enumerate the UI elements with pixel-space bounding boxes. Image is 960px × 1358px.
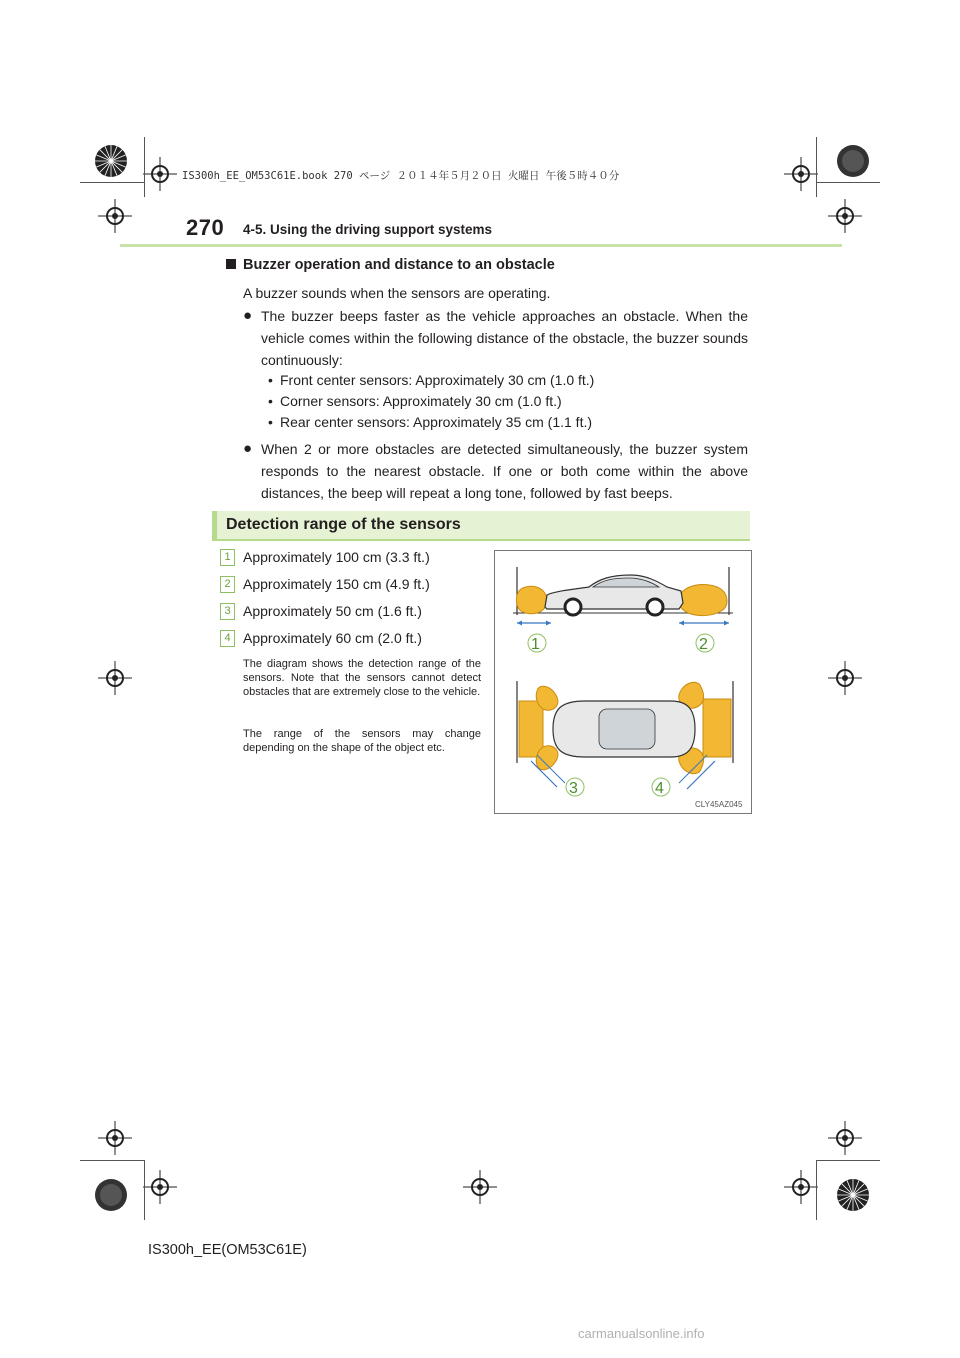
crop-line: [80, 182, 144, 183]
registration-sunburst-icon: [836, 1178, 870, 1212]
sub-item-text: Front center sensors: Approximately 30 cm (1.0 ft.): [280, 372, 595, 388]
crop-line: [816, 137, 817, 197]
section-rule: [212, 539, 750, 541]
crosshair-mark-icon: [98, 1121, 132, 1155]
sub-bullet-icon: •: [268, 414, 273, 430]
range-item: Approximately 150 cm (4.9 ft.): [243, 576, 430, 592]
diagram-label-1: 1: [531, 636, 540, 653]
page-number: 270: [186, 215, 225, 240]
bullet-item: [243, 438, 748, 504]
bullet-text: When 2 or more obstacles are detected simultaneously, the buzzer system responds to the nearest obstacle. If one or both come within the above distances, the beep will repeat a long tone, followed by fast beeps.: [261, 441, 748, 501]
crop-line: [816, 1160, 880, 1161]
crop-line: [816, 182, 880, 183]
front-center-sensor-range: [519, 701, 543, 757]
document-code: IS300h_EE(OM53C61E): [148, 1242, 307, 1258]
range-item: Approximately 60 cm (2.0 ft.): [243, 630, 422, 646]
registration-dot-icon: [836, 144, 870, 178]
diagram-note: The diagram shows the detection range of the sensors. Note that the sensors cannot detect obstacles that are extremely close to the vehicle.: [243, 658, 481, 698]
diagram-note: The range of the sensors may change depending on the shape of the object etc.: [243, 728, 481, 754]
rear-center-sensor-range: [703, 699, 731, 757]
crosshair-mark-icon: [463, 1170, 497, 1204]
crosshair-mark-icon: [828, 199, 862, 233]
bullet-text: The buzzer beeps faster as the vehicle approaches an obstacle. When the vehicle comes within the following distance of the obstacle, the buzzer sounds continuously:: [261, 308, 748, 368]
list-number: 3: [220, 603, 235, 620]
crop-line: [80, 1160, 144, 1161]
buzzer-intro: A buzzer sounds when the sensors are operating.: [243, 285, 551, 301]
bullet-item: [243, 305, 748, 371]
crosshair-mark-icon: [98, 661, 132, 695]
registration-dot-icon: [94, 1178, 128, 1212]
crosshair-mark-icon: [828, 1121, 862, 1155]
crop-line: [144, 137, 145, 197]
rear-sensor-range: [679, 585, 727, 616]
crop-line: [816, 1160, 817, 1220]
list-number: 2: [220, 576, 235, 593]
buzzer-heading: [226, 257, 555, 273]
wheel-icon: [647, 599, 663, 615]
list-number: 4: [220, 630, 235, 647]
sub-item: [268, 392, 562, 411]
watermark: carmanualsonline.info: [578, 1326, 705, 1341]
section-title: Detection range of the sensors: [226, 516, 461, 533]
crosshair-mark-icon: [828, 661, 862, 695]
sensor-diagram-svg: [495, 551, 751, 813]
crosshair-mark-icon: [784, 1170, 818, 1204]
list-number: 1: [220, 549, 235, 566]
wheel-icon: [565, 599, 581, 615]
crosshair-mark-icon: [98, 199, 132, 233]
diagram-code: CLY45AZ045: [695, 800, 743, 809]
sub-bullet-icon: •: [268, 393, 273, 409]
front-sensor-range: [517, 586, 548, 613]
header-rule: [120, 244, 842, 247]
range-item: Approximately 100 cm (3.3 ft.): [243, 549, 430, 565]
registration-sunburst-icon: [94, 144, 128, 178]
crop-line: [144, 1160, 145, 1220]
square-bullet-icon: [226, 259, 236, 269]
print-stamp: IS300h_EE_OM53C61E.book 270 ページ ２０１４年５月２０日 火曜日 午後５時４０分: [182, 170, 620, 182]
diagram-label-3: 3: [569, 780, 578, 797]
crosshair-mark-icon: [784, 157, 818, 191]
sub-item-text: Corner sensors: Approximately 30 cm (1.0 ft.): [280, 393, 562, 409]
sensor-range-diagram: [494, 550, 752, 814]
sub-item: [268, 413, 592, 432]
range-item: Approximately 50 cm (1.6 ft.): [243, 603, 422, 619]
diagram-label-2: 2: [699, 636, 708, 653]
sub-item: [268, 371, 594, 390]
chapter-title: 4-5. Using the driving support systems: [243, 222, 493, 237]
crosshair-mark-icon: [143, 157, 177, 191]
buzzer-heading-text: Buzzer operation and distance to an obstacle: [243, 257, 555, 273]
section-header: [212, 511, 750, 539]
section-accent-bar: [212, 511, 217, 539]
crosshair-mark-icon: [143, 1170, 177, 1204]
bullet-dot-icon: ●: [243, 307, 253, 324]
sub-bullet-icon: •: [268, 372, 273, 388]
diagram-label-4: 4: [655, 780, 664, 797]
sub-item-text: Rear center sensors: Approximately 35 cm (1.1 ft.): [280, 414, 593, 430]
bullet-dot-icon: ●: [243, 440, 253, 457]
